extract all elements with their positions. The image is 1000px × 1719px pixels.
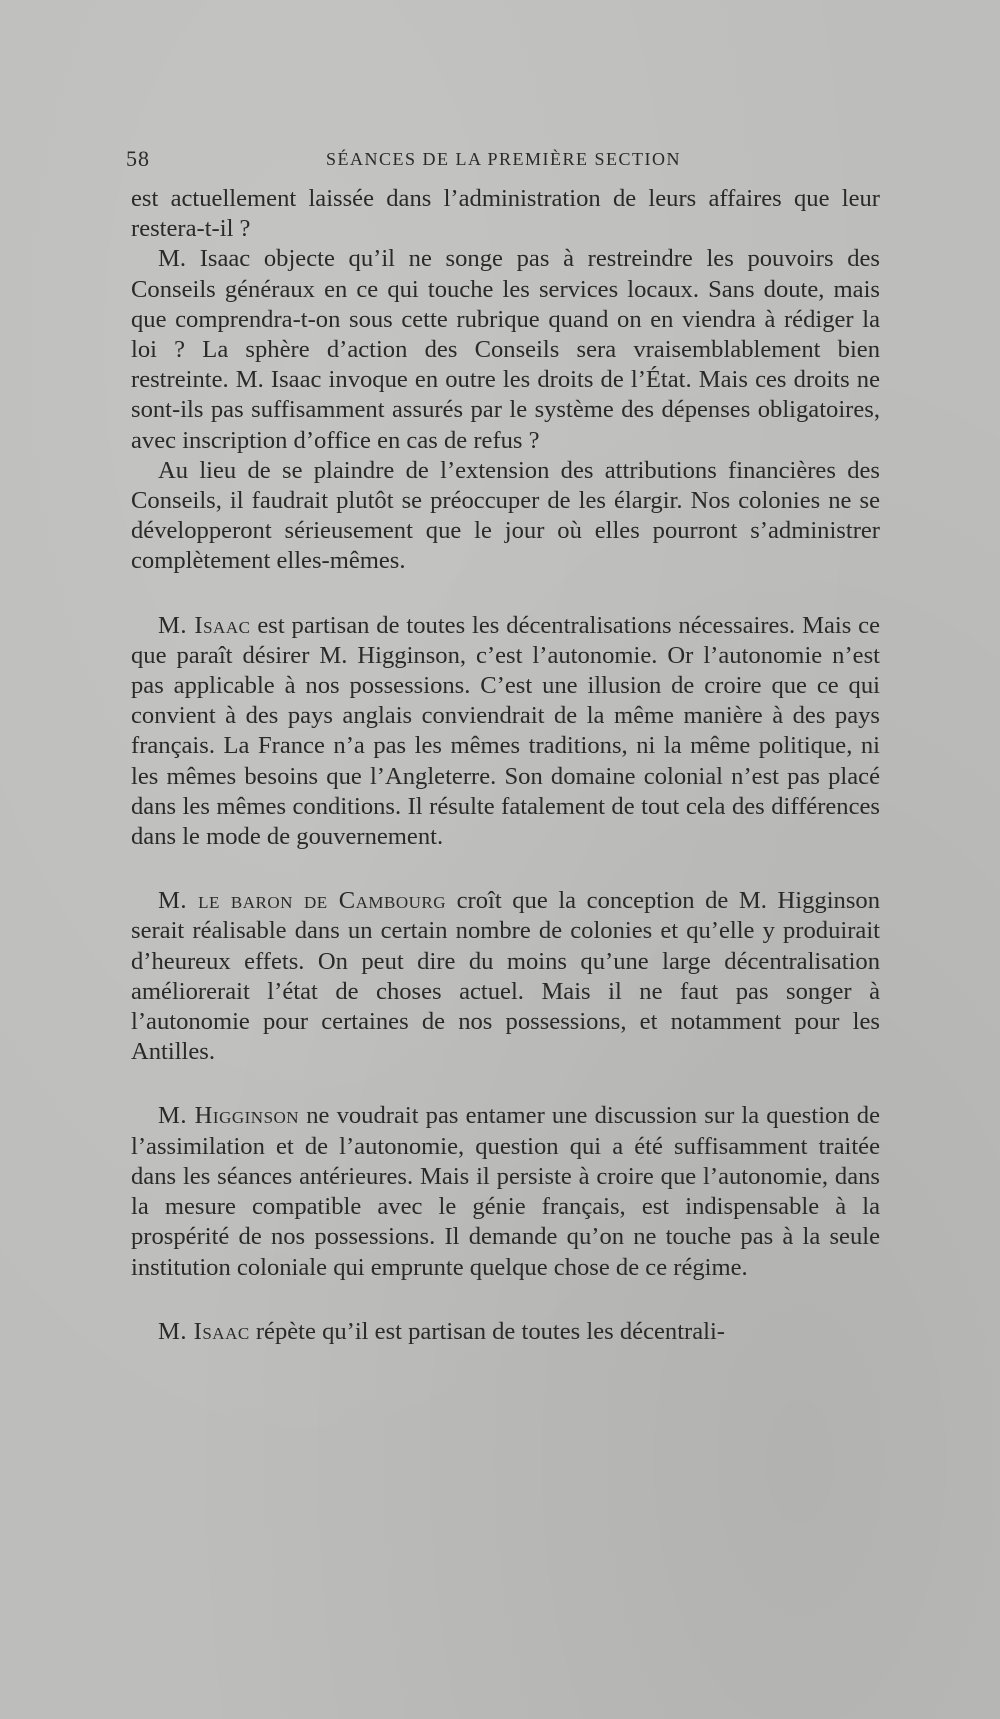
speaker-name: M. le baron de Cambourg: [158, 887, 447, 915]
page-header: [126, 146, 886, 170]
running-head: SÉANCES DE LA PREMIÈRE SECTION: [326, 149, 682, 169]
paragraph-text: M. Isaac objecte qu’il ne songe pas à restreindre les pouvoirs des Conseils généraux en ce qui touche les services locaux. Sans doute, mais que comprendra-t-on sous cette rubrique quand on en viendra à rédiger la loi ? La sphère d’action des Conseils sera vraisemblablement bien restreinte. M. Isaac invoque en outre les droits de l’État. Mais ces droits ne sont-ils pas suffisamment assurés par le système des dépenses obligatoires, avec inscription d’office en cas de refus ?: [131, 245, 880, 454]
paragraph-text: répète qu’il est partisan de toutes les décentrali-: [249, 1317, 725, 1345]
paragraph-6: [131, 1101, 880, 1282]
body-text: [131, 184, 880, 1347]
speaker-name: M. Isaac: [158, 1317, 250, 1345]
paragraph-7: [131, 1317, 880, 1347]
paragraph-text: croît que la conception de M. Higginson serait réalisable dans un certain nombre de colonies et qu’elle y produirait d’heureux effets. On peut dire du moins qu’une large décentralisation améliorerait l’état de choses actuel. Mais il ne faut pas songer à l’autonomie pour certaines de nos possessions, et notamment pour les Antilles.: [131, 887, 880, 1066]
paragraph-4: [131, 611, 880, 853]
paragraph-text: ne voudrait pas entamer une discussion sur la question de l’assimilation et de l’autonomie, question qui a été suffisamment traitée dans les séances antérieures. Mais il persiste à croire que l’autonomie, dans la mesure compatible avec le génie français, est indispensable à la prospérité de nos possessions. Il demande qu’on ne touche pas à la seule institution coloniale qui emprunte quelque chose de ce régime.: [131, 1102, 880, 1281]
paragraph-3: [131, 456, 880, 577]
paragraph-text: Au lieu de se plaindre de l’extension des attributions financières des Conseils, il faudrait plutôt se préoccuper de les élargir. Nos colonies ne se développeront sérieusement que le jour où elles pourront s’administrer complètement elles-mêmes.: [131, 456, 880, 575]
paragraph-text: est partisan de toutes les décentralisations nécessaires. Mais ce que paraît désirer M. Higginson, c’est l’autonomie. Or l’autonomie n’est pas applicable à nos possessions. C’est une illusion de croire que ce qui convient à des pays anglais conviendrait de la même manière à des pays français. La France n’a pas les mêmes traditions, ni la même politique, ni les mêmes besoins que l’Angleterre. Son domaine colonial n’est pas placé dans les mêmes conditions. Il résulte fatalement de tout cela des différences dans le mode de gouvernement.: [131, 611, 880, 851]
paragraph-2: [131, 244, 880, 455]
paragraph-1: [131, 184, 880, 244]
speaker-name: M. Higginson: [158, 1102, 300, 1130]
paragraph-5: [131, 886, 880, 1067]
page-number: 58: [126, 146, 150, 171]
speaker-name: M. Isaac: [158, 611, 251, 639]
paragraph-text: est actuellement laissée dans l’administration de leurs affaires que leur restera-t-il ?: [131, 185, 880, 243]
